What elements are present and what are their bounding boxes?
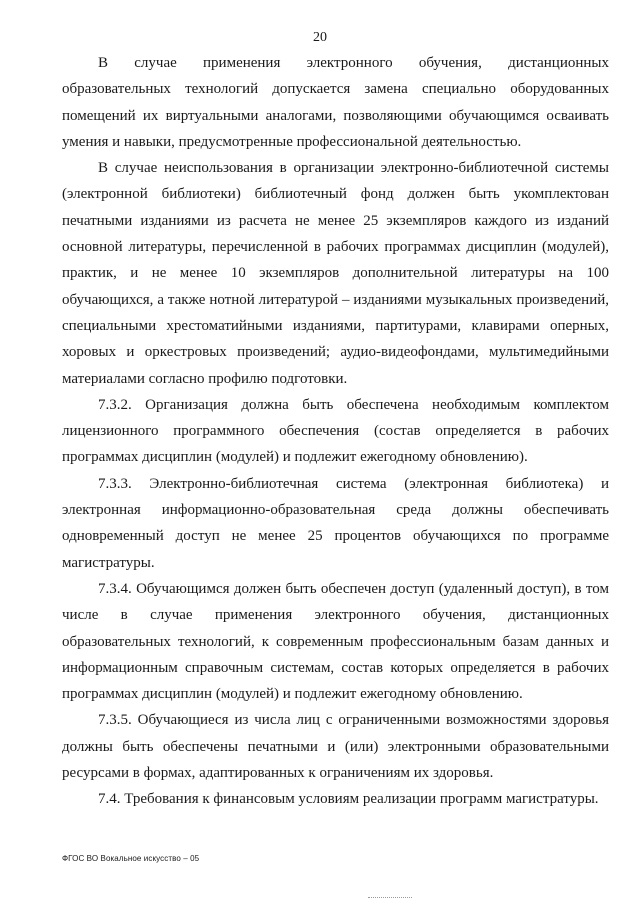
paragraph-7-4-financial: 7.4. Требования к финансовым условиям реализации программ магистратуры. (98, 791, 599, 808)
document-body (62, 50, 609, 813)
paragraph-7-3-5-disabilities: 7.3.5. Обучающиеся из числа лиц с ограниченными возможностями здоровья должны быть обеспечены печатными и (или) электронными образовательными ресурсами в формах, адаптированных к ограничениям их здоровья. (62, 712, 609, 782)
paragraph-library-fund: В случае неиспользования в организации электронно-библиотечной системы (электронной библиотеки) библиотечный фонд должен быть укомплектован печатными изданиями из расчета не менее 25 экземпляров каждого из изданий основной литературы, перечисленной в рабочих программах дисциплин (модулей), практик, и не менее 10 экземпляров дополнительной литературы на 100 обучающихся, а также нотной литературой – изданиями музыкальных произведений, специальными хрестоматийными изданиями, партитурами, клавирами оперных, хоровых и оркестровых произведений; аудио-видеофондами, мультимедийными материалами согласно профилю подготовки. (62, 160, 609, 387)
page-footer: ФГОС ВО Вокальное искусство – 05 (62, 854, 200, 863)
paragraph-electronic-learning: В случае применения электронного обучения, дистанционных образовательных технологий допускается замена специально оборудованных помещений их виртуальными аналогами, позволяющими обучающимся осваивать умения и навыки, предусмотренные профессиональной деятельностью. (62, 55, 609, 150)
paragraph-7-3-2-software: 7.3.2. Организация должна быть обеспечена необходимым комплектом лицензионного программного обеспечения (состав определяется в рабочих программах дисциплин (модулей) и подлежит ежегодному обновлению). (62, 396, 609, 466)
paragraph-7-3-3-library-system: 7.3.3. Электронно-библиотечная система (электронная библиотека) и электронная информационно-образовательная среда должны обеспечивать одновременный доступ не менее 25 процентов обучающихся по программе магистратуры. (62, 475, 609, 571)
paragraph-7-3-4-access: 7.3.4. Обучающимся должен быть обеспечен доступ (удаленный доступ), в том числе в случае применения электронного обучения, дистанционных образовательных технологий, к современным профессиональным базам данных и информационным справочным системам, состав которых определяется в рабочих программах дисциплин (модулей) и подлежит ежегодному обновлению. (62, 580, 609, 703)
page-number: 20 (313, 30, 327, 45)
